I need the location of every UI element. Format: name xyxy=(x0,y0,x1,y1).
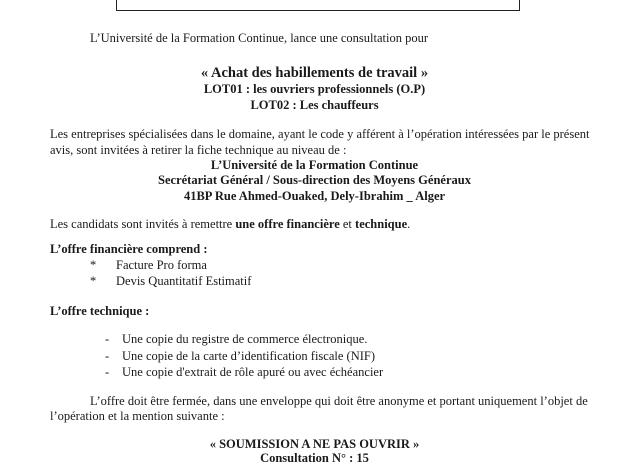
technical-item-3: Une copie d'extrait de rôle apuré ou avec échéancier xyxy=(122,365,384,379)
mention-text: « SOUMISSION A NE PAS OUVRIR » xyxy=(209,437,420,451)
lot-01: LOT01 : les ouvriers professionnels (O.P) xyxy=(203,82,426,96)
address-org: L’Université de la Formation Continue xyxy=(210,158,419,172)
technical-item-1: Une copie du registre de commerce électronique. xyxy=(122,332,368,346)
candidates-bold-technical: technique xyxy=(355,217,408,231)
financial-bullet-2: * xyxy=(90,274,97,288)
document-title: « Achat des habillements de travail » xyxy=(200,65,429,81)
closing-line-2: l’opération et la mention suivante : xyxy=(50,409,225,423)
lot-02: LOT02 : Les chauffeurs xyxy=(250,98,379,112)
consultation-number: Consultation N° : 15 xyxy=(260,451,369,465)
paragraph-line-1: Les entreprises spécialisées dans le domaine, ayant le code y afférent à l’opération intéressées par le présent xyxy=(50,127,590,141)
candidates-end: . xyxy=(407,217,411,231)
technical-bullet-3: - xyxy=(105,365,110,379)
candidates-mid: et xyxy=(339,217,356,231)
address-street: 41BP Rue Ahmed-Ouaked, Dely-Ibrahim _ Alger xyxy=(183,189,446,203)
candidates-text xyxy=(50,217,410,233)
technical-item-2: Une copie de la carte d’identification fiscale (NIF) xyxy=(122,349,376,363)
closing-line-1: L’offre doit être fermée, dans une enveloppe qui doit être anonyme et portant uniquement l’objet de xyxy=(90,394,588,408)
paragraph-line-2: avis, sont invitées à retirer la fiche technique au niveau de : xyxy=(50,143,347,157)
intro-text: L’Université de la Formation Continue, lance une consultation pour xyxy=(90,31,429,45)
candidates-prefix: Les candidats sont invités à remettre xyxy=(50,217,236,231)
header-box xyxy=(116,0,520,11)
financial-item-2: Devis Quantitatif Estimatif xyxy=(116,274,252,288)
technical-bullet-1: - xyxy=(105,332,110,346)
financial-bullet-1: * xyxy=(90,258,97,272)
financial-item-1: Facture Pro forma xyxy=(116,258,207,272)
address-dept: Secrétariat Général / Sous-direction des Moyens Généraux xyxy=(158,173,471,187)
candidates-bold-financial: une offre financière xyxy=(235,217,340,231)
technical-bullet-2: - xyxy=(105,349,110,363)
technical-heading: L’offre technique : xyxy=(50,304,150,318)
financial-heading: L’offre financière comprend : xyxy=(50,242,208,256)
